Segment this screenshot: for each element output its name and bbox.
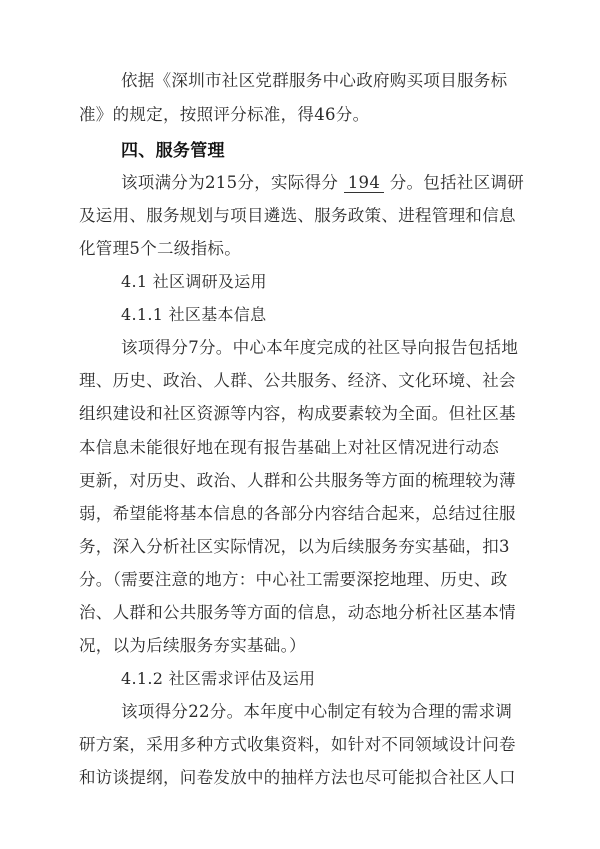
paragraph-line-2: 准》的规定，按照评分标准，得46分。: [79, 105, 370, 124]
paragraph-line-9: 该项得分7分。中心本年度完成的社区导向报告包括地: [121, 338, 519, 357]
paragraph-line-15: 务，深入分析社区实际情况，以为后续服务夯实基础，扣3: [79, 537, 510, 556]
section-heading-service-management: 四、服务管理: [121, 141, 225, 161]
paragraph-line-16: 分。（需要注意的地方：中心社工需要深挖地理、历史、政: [79, 570, 508, 589]
actual-score-underlined: 194: [344, 174, 384, 193]
subheading-4-1-1: 4.1.1 社区基本信息: [121, 305, 267, 324]
paragraph-line-10: 理、历史、政治、人群、公共服务、经济、文化环境、社会: [79, 371, 516, 390]
paragraph-line-22: 和访谈提纲，问卷发放中的抽样方法也尽可能拟合社区人口: [79, 768, 516, 787]
paragraph-line-score: [121, 173, 524, 193]
score-text-prefix: 该项满分为215分，实际得分: [121, 173, 344, 192]
paragraph-line-12: 本信息未能很好地在现有报告基础上对社区情况进行动态: [79, 438, 499, 457]
paragraph-line-14: 弱，希望能将基本信息的各部分内容结合起来，总结过往服: [79, 504, 516, 523]
paragraph-line-17: 治、人群和公共服务等方面的信息，动态地分析社区基本情: [79, 603, 516, 622]
paragraph-line-21: 研方案，采用多种方式收集资料，如针对不同领域设计问卷: [79, 735, 516, 754]
paragraph-line-6: 化管理5个二级指标。: [79, 239, 241, 258]
paragraph-line-11: 组织建设和社区资源等内容，构成要素较为全面。但社区基: [79, 404, 516, 423]
subheading-4-1-2: 4.1.2 社区需求评估及运用: [121, 669, 316, 688]
subheading-4-1: 4.1 社区调研及运用: [121, 272, 267, 291]
paragraph-line-20: 该项得分22分。本年度中心制定有较为合理的需求调: [121, 702, 513, 721]
paragraph-line-5: 及运用、服务规划与项目遴选、服务政策、进程管理和信息: [79, 206, 516, 225]
paragraph-line-13: 更新，对历史、政治、人群和公共服务等方面的梳理较为薄: [79, 471, 516, 490]
score-text-suffix: 分。包括社区调研: [384, 173, 525, 192]
paragraph-line-1: 依据《深圳市社区党群服务中心政府购买项目服务标: [121, 71, 508, 90]
paragraph-line-18: 况，以为后续服务夯实基础。）: [79, 636, 306, 655]
